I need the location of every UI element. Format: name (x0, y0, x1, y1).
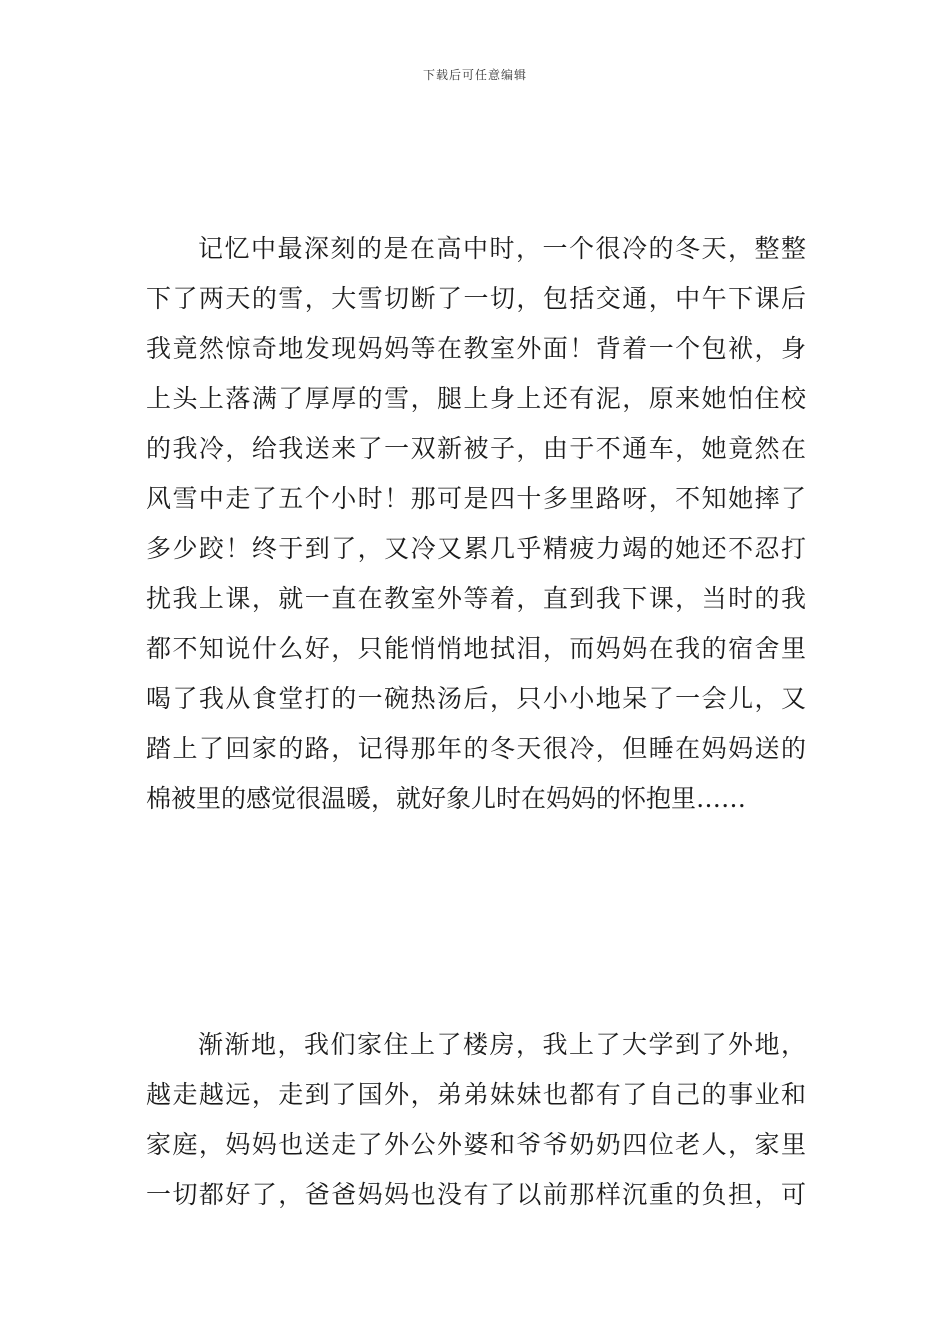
paragraph-line: 棉被里的感觉很温暖，就好象儿时在妈妈的怀抱里…… (146, 784, 747, 813)
paragraph-line: 下了两天的雪，大雪切断了一切，包括交通，中午下课后 (146, 284, 806, 313)
paragraph-line: 上头上落满了厚厚的雪，腿上身上还有泥，原来她怕住校 (146, 384, 806, 413)
paragraph-line: 我竟然惊奇地发现妈妈等在教室外面！背着一个包袱，身 (146, 334, 806, 363)
paragraph-line: 都不知说什么好，只能悄悄地拭泪，而妈妈在我的宿舍里 (146, 634, 806, 663)
paragraph-line: 一切都好了，爸爸妈妈也没有了以前那样沉重的负担，可 (146, 1180, 806, 1209)
paragraph-line: 渐渐地，我们家住上了楼房，我上了大学到了外地， (198, 1030, 806, 1059)
paragraph-line: 扰我上课，就一直在教室外等着，直到我下课，当时的我 (146, 584, 806, 613)
paragraph-line: 踏上了回家的路，记得那年的冬天很冷，但睡在妈妈送的 (146, 734, 806, 763)
header-note: 下载后可任意编辑 (422, 68, 527, 82)
paragraph-line: 越走越远，走到了国外，弟弟妹妹也都有了自己的事业和 (146, 1080, 806, 1109)
paragraph-line: 风雪中走了五个小时！那可是四十多里路呀，不知她摔了 (146, 484, 806, 513)
paragraph-1 (146, 224, 806, 824)
paragraph-line: 喝了我从食堂打的一碗热汤后，只小小地呆了一会儿，又 (146, 684, 806, 713)
paragraph-2 (146, 1020, 806, 1220)
paragraph-line: 记忆中最深刻的是在高中时，一个很冷的冬天，整整 (198, 234, 806, 263)
paragraph-line: 多少跤！终于到了，又冷又累几乎精疲力竭的她还不忍打 (146, 534, 806, 563)
paragraph-line: 的我冷，给我送来了一双新被子，由于不通车，她竟然在 (146, 434, 806, 463)
paragraph-line: 家庭，妈妈也送走了外公外婆和爷爷奶奶四位老人，家里 (146, 1130, 806, 1159)
